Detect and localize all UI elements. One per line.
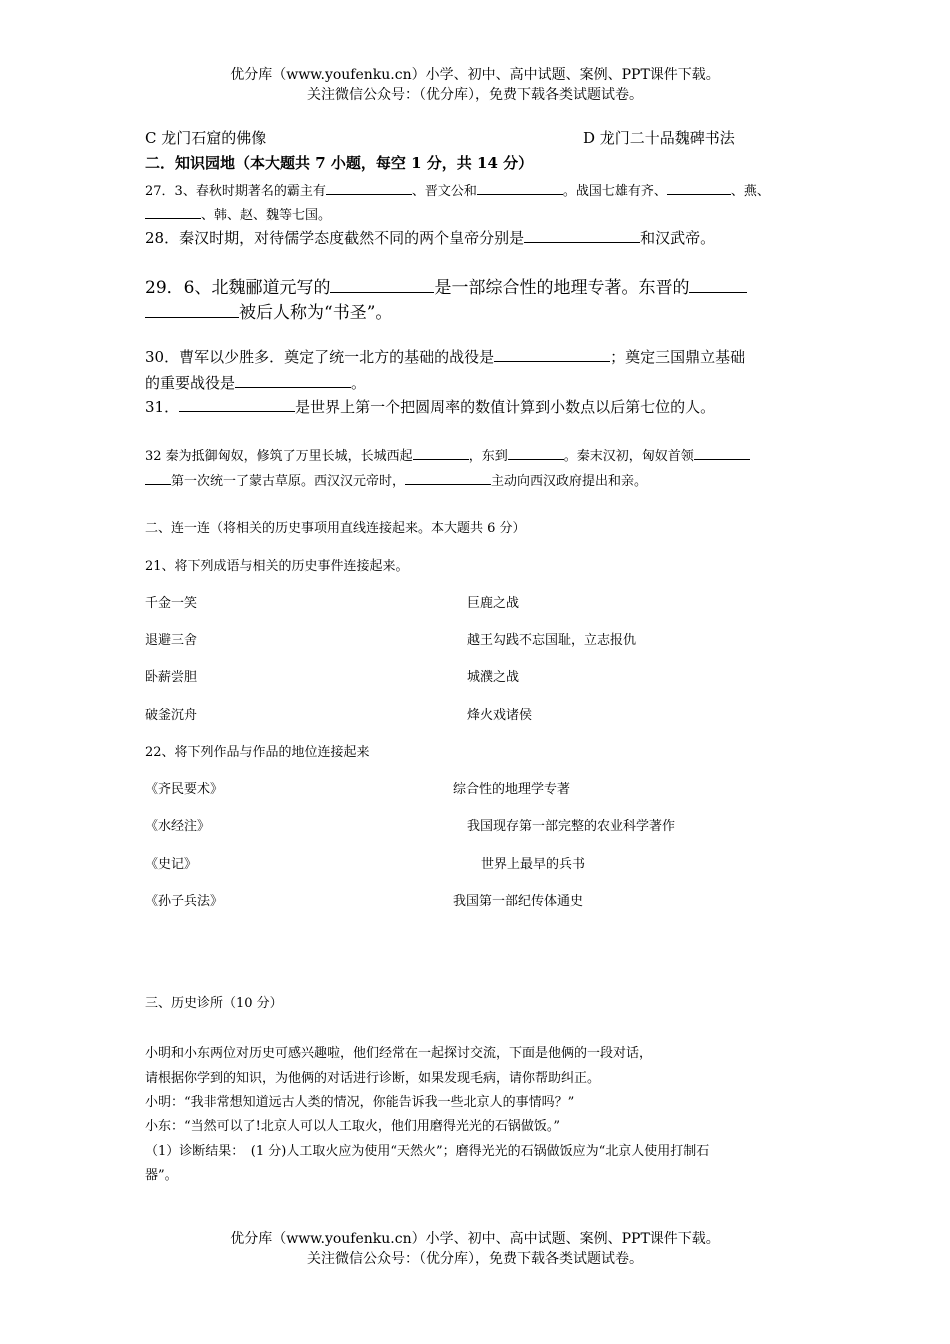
question-31 [145, 396, 715, 417]
q30-text-a: 30．曹军以少胜多．奠定了统一北方的基础的战役是 [145, 348, 495, 366]
q32-blank-4[interactable] [145, 472, 171, 485]
section-3-paragraph: 请根据你学到的知识，为他俩的对话进行诊断，如果发现毛病，请你帮助纠正。 [145, 1071, 601, 1086]
diagnosis-result-cont: 器”。 [145, 1168, 178, 1183]
q21-left-item[interactable]: 破釜沉舟 [145, 708, 198, 723]
q27-blank-3[interactable] [667, 182, 731, 195]
q28-blank-1[interactable] [524, 230, 640, 243]
q21-right-item[interactable]: 越王勾践不忘国耻，立志报仇 [467, 633, 637, 648]
q22-right-item[interactable]: 我国现存第一部完整的农业科学著作 [467, 819, 676, 834]
q21-right-item[interactable]: 巨鹿之战 [467, 596, 520, 611]
q30-text-d: 。 [351, 374, 367, 392]
q32-text-d: 第一次统一了蒙古草原。西汉汉元帝时， [171, 474, 406, 489]
dialogue-xiaoming: 小明：“我非常想知道远古人类的情况，你能告诉我一些北京人的事情吗？” [145, 1095, 575, 1110]
section-2-title: 二．知识园地 [145, 154, 236, 172]
q30-blank-1[interactable] [494, 349, 610, 362]
question-21-title: 21、将下列成语与相关的历史事件连接起来。 [145, 559, 409, 574]
q32-blank-3[interactable] [694, 447, 750, 460]
q29-text-b: 是一部综合性的地理专著。东晋的 [434, 278, 690, 298]
q31-text-b: 是世界上第一个把圆周率的数值计算到小数点以后第七位的人。 [295, 398, 716, 416]
q28-text-b: 和汉武帝。 [640, 229, 716, 247]
question-30-line-2 [145, 372, 366, 393]
question-32-line-2 [145, 470, 647, 489]
section-3-title: 三、历史诊所（10 分） [145, 996, 283, 1011]
question-22-title: 22、将下列作品与作品的地位连接起来 [145, 745, 370, 760]
q30-text-c: 的重要战役是 [145, 374, 236, 392]
section-3-paragraph: 小明和小东两位对历史可感兴趣啦，他们经常在一起探讨交流，下面是他俩的一段对话， [145, 1046, 653, 1061]
q27-text-a: 27．3、春秋时期著名的霸主有 [145, 184, 326, 199]
q32-blank-1[interactable] [413, 447, 469, 460]
match-section-heading: 二、连一连（将相关的历史事项用直线连接起来。本大题共 6 分） [145, 521, 526, 536]
option-d: D 龙门二十品魏碑书法 [583, 129, 735, 147]
q22-left-item[interactable]: 《齐民要术》 [145, 782, 224, 797]
q21-right-item[interactable]: 烽火戏诸侯 [467, 708, 533, 723]
q29-text-a: 29．6、北魏郦道元写的 [145, 278, 331, 298]
q28-text-a: 28．秦汉时期，对待儒学态度截然不同的两个皇帝分别是 [145, 229, 525, 247]
q27-blank-4[interactable] [145, 206, 201, 219]
q29-blank-3[interactable] [145, 303, 239, 318]
question-28 [145, 227, 715, 248]
question-32-line-1 [145, 445, 750, 464]
q22-right-item[interactable]: 综合性的地理学专著 [453, 782, 571, 797]
q27-blank-2[interactable] [477, 182, 563, 195]
q32-blank-2[interactable] [508, 447, 564, 460]
footer-line-2: 关注微信公众号：（优分库），免费下载各类试题试卷。 [307, 1251, 643, 1267]
q27-text-c: 。战国七雄有齐、 [562, 184, 667, 199]
question-30-line-1 [145, 346, 745, 367]
q32-blank-5[interactable] [405, 472, 491, 485]
dialogue-xiaodong: 小东：“当然可以了!北京人可以人工取火，他们用磨得光光的石锅做饭。” [145, 1119, 561, 1134]
q27-text-b: 、晋文公和 [411, 184, 477, 199]
q32-text-e: 主动向西汉政府提出和亲。 [491, 474, 648, 489]
section-2-note: （本大题共 7 小题，每空 1 分，共 14 分） [235, 154, 534, 172]
question-29-line-2 [145, 298, 392, 323]
q22-left-item[interactable]: 《水经注》 [145, 819, 211, 834]
header-line-1: 优分库（www.youfenku.cn）小学、初中、高中试题、案例、PPT课件下载。 [230, 67, 720, 83]
q31-text-a: 31． [145, 398, 180, 416]
option-c: C 龙门石窟的佛像 [145, 129, 267, 147]
q27-text-d: 、燕、 [730, 184, 770, 199]
question-27-line-1 [145, 180, 770, 199]
q32-text-c: 。秦末汉初，匈奴首领 [563, 449, 694, 464]
section-2-heading [145, 152, 533, 173]
question-29-line-1 [145, 273, 747, 298]
q29-text-c: 被后人称为“书圣”。 [239, 303, 393, 323]
q30-text-b: ；奠定三国鼎立基础 [610, 348, 746, 366]
q22-right-item[interactable]: 我国第一部纪传体通史 [453, 894, 584, 909]
q21-left-item[interactable]: 卧薪尝胆 [145, 670, 198, 685]
q29-blank-2[interactable] [689, 278, 747, 293]
q32-text-a: 32 秦为抵御匈奴，修筑了万里长城，长城西起 [145, 449, 413, 464]
q31-blank-1[interactable] [179, 399, 295, 412]
q21-left-item[interactable]: 千金一笑 [145, 596, 198, 611]
q21-right-item[interactable]: 城濮之战 [467, 670, 520, 685]
q22-right-item[interactable]: 世界上最早的兵书 [481, 857, 586, 872]
question-27-line-2 [145, 204, 331, 223]
q22-left-item[interactable]: 《孙子兵法》 [145, 894, 224, 909]
q27-text-e: 、韩、赵、魏等七国。 [201, 208, 332, 223]
diagnosis-result: （1）诊断结果： (1 分)人工取火应为使用“天然火”；磨得光光的石锅做饭应为“北京人使用打制石 [145, 1144, 710, 1159]
q30-blank-2[interactable] [235, 375, 351, 388]
q32-text-b: ，东到 [468, 449, 508, 464]
q21-left-item[interactable]: 退避三舍 [145, 633, 198, 648]
q22-left-item[interactable]: 《史记》 [145, 857, 198, 872]
footer-line-1: 优分库（www.youfenku.cn）小学、初中、高中试题、案例、PPT课件下载。 [230, 1231, 720, 1247]
q27-blank-1[interactable] [326, 182, 412, 195]
header-line-2: 关注微信公众号：（优分库），免费下载各类试题试卷。 [307, 87, 643, 103]
q29-blank-1[interactable] [330, 278, 434, 293]
